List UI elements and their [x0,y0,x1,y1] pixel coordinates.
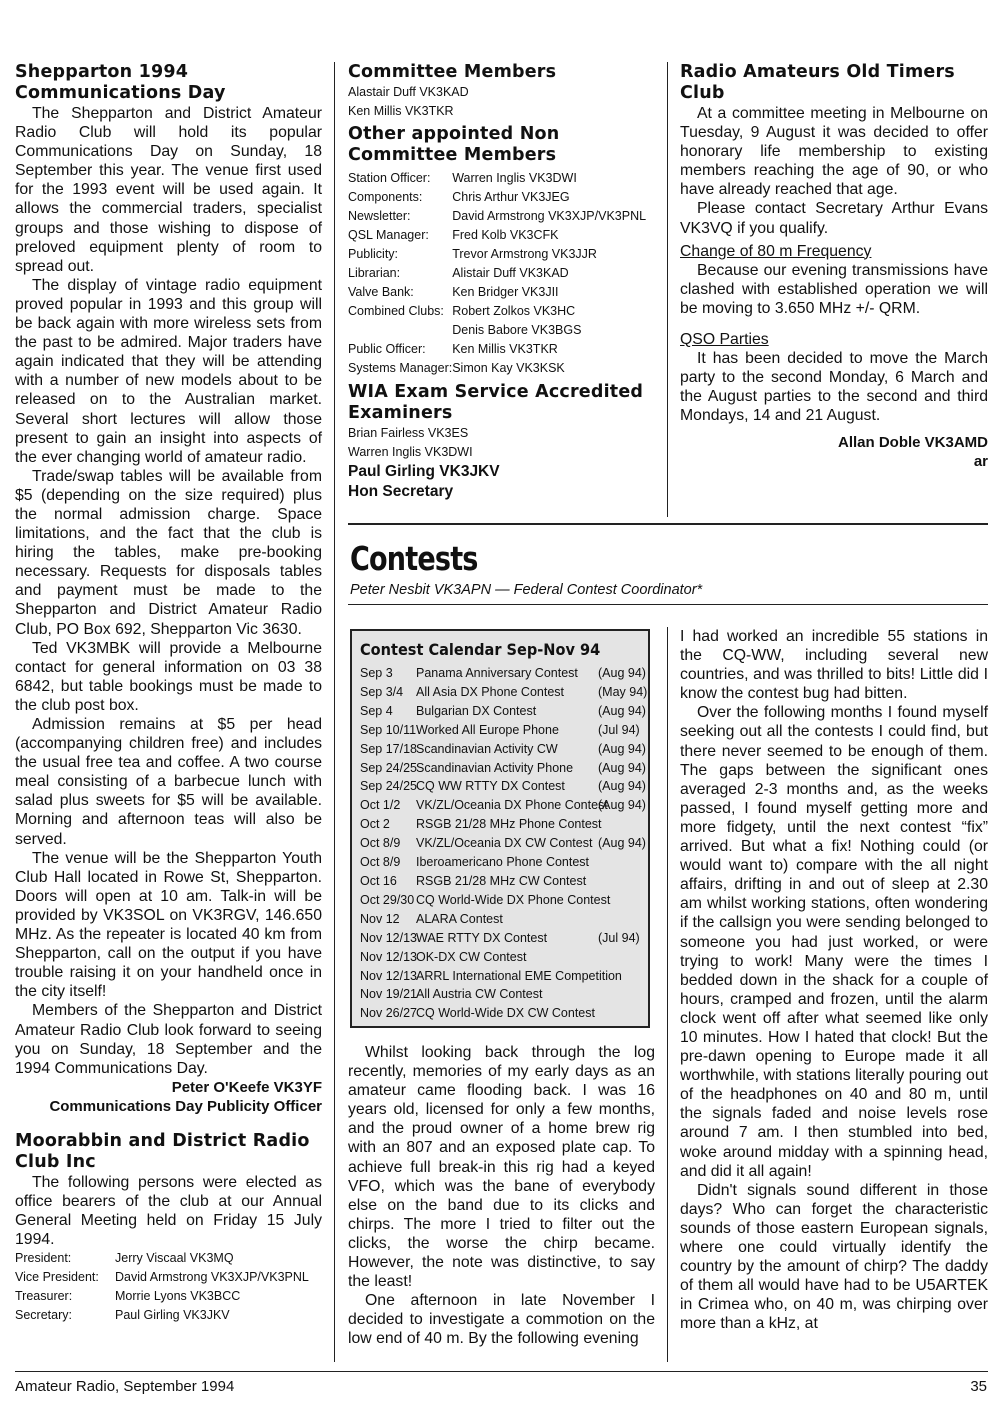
calendar-date: Oct 29/30 [360,892,415,907]
appointed-row: Station Officer: Warren Inglis VK3DWI [348,171,577,185]
contests-byline: Peter Nesbit VK3APN — Federal Contest Coordinator* [350,582,703,598]
calendar-date: Sep 10/11 [360,722,417,737]
column-rule-3 [667,627,668,1362]
appointed-row: Public Officer: Ken Millis VK3TKR [348,342,558,356]
calendar-event: RSGB 21/28 MHz Phone Contest [416,817,602,832]
calendar-row [360,872,648,891]
examiner: Warren Inglis VK3DWI [348,445,473,459]
appointed-row: Components: Chris Arthur VK3JEG [348,190,570,204]
calendar-event: Scandinavian Activity CW [416,741,558,756]
calendar-date: Sep 3 [360,666,393,680]
calendar-ref [598,872,644,891]
calendar-row [360,985,648,1004]
appointed-row: Denis Babore VK3BGS [452,323,582,337]
calendar-row [360,721,648,740]
appointed-row: Systems Manager: Simon Kay VK3KSK [348,361,565,375]
paragraph: The Shepparton and District Amateur Radio Club will hold its popular Communications Day on Sunday, 18 September this year. The venue first used for the 1993 event will be used again. It allows the commercial traders, specialist groups and those wishing to dispose of preloved equipment plenty of room to spread out. [15,105,322,275]
paragraph: At a committee meeting in Melbourne on Tuesday, 9 August it was decided to offer honorary life membership to existing members reaching the age of 90, or who have already reached that age. [680,105,988,199]
wia-examiners-heading: WIA Exam Service Accredited Examiners [348,382,644,423]
committee-signature-title: Hon Secretary [348,482,454,500]
calendar-ref: (Jul 94) [598,722,640,737]
calendar-event: All Asia DX Phone Contest [416,684,564,699]
calendar-row [360,759,648,778]
column-committee [348,62,655,501]
calendar-ref [598,967,644,986]
appointed-row: Newsletter: David Armstrong VK3XJP/VK3PNL [348,209,647,223]
shepparton-signature-title: Communications Day Publicity Officer [49,1097,322,1115]
calendar-row [360,1004,648,1023]
appointed-row: Publicity: Trevor Armstrong VK3JJR [348,247,597,261]
old-timers-signature: Allan Doble VK3AMD [837,434,988,452]
calendar-ref: (Aug 94) [598,798,646,813]
old-timers-heading: Radio Amateurs Old Timers Club [680,62,955,103]
officer-row: Vice President: David Armstrong VK3XJP/VK3PNL [15,1270,309,1285]
calendar-row [360,929,648,948]
calendar-ref: (Aug 94) [598,760,646,775]
calendar-event: ARRL International EME Competition [416,968,622,983]
calendar-ref [598,853,644,872]
paragraph: Please contact Secretary Arthur Evans VK3VQ if you qualify. [680,200,988,237]
shepparton-signature-name: Peter O'Keefe VK3YF [171,1078,322,1096]
calendar-date: Sep 24/25 [360,760,417,775]
calendar-row [360,796,648,815]
calendar-date: Oct 8/9 [360,855,401,870]
calendar-ref [598,948,644,967]
calendar-date: Nov 19/21 [360,987,417,1002]
calendar-event: CQ World-Wide DX Phone Contest [416,892,611,907]
calendar-event: Iberoamericano Phone Contest [416,855,590,870]
calendar-event: CQ WW RTTY DX Contest [416,779,565,794]
paragraph: Over the following months I found myself seeking out all the contests I could find, but there never seemed to be enough of them. The gaps between the significant ones averaged 2-3 months and, as the weeks passed, I found myself getting more and more fidgety, until the next contest “fix” arrived. But what a fix! Nothing could (or would want to) compare with the all night affairs, drifting in and out of sleep at 2.30 am whilst working stations, often wondering if the callsign you were sending belonged to someone you had just worked, or were trying to work! Many were the times I bedded down in the shack for a couple of hours, cramped and frozen, until the alarm clock went off after what seemed like only 10 minutes. How I hated that clock! But the pre-dawn opening to Europe made it all worthwhile, with stations literally pouring out of the headphones on 40 and 80 m, until the signals faded and noise levels rose around 7 am. I then stumbled into bed, woke around midday with a spinning head, and did it all again! [680,704,988,1180]
footer-rule [15,1371,988,1372]
calendar-event: Worked All Europe Phone [416,722,559,737]
moorabbin-heading: Moorabbin and District Radio Club Inc [15,1130,310,1172]
paragraph: Didn't signals sound different in those days? Who can forget the characteristic sounds of those eastern European signals, where one could virtually identify the country by the amount of chirp? The daddy of them all would have had to be U5ARTEK in Crimea who, on 40 m, was chirping over more than a kHz, at [680,1181,988,1333]
paragraph: It has been decided to move the March party to the second Monday, 6 March and the August parties to the second and third Mondays, 14 and 21 August. [680,349,988,425]
column-rule-2 [667,62,668,517]
paragraph: Ted VK3MBK will provide a Melbourne contact for general information on 03 38 6842, but table bookings must be made to the club post box. [15,639,322,714]
appointed-row: Valve Bank: Ken Bridger VK3JII [348,285,559,299]
contests-top-rule [348,523,988,525]
calendar-row [360,853,648,872]
calendar-ref [598,815,644,834]
calendar-row [360,891,648,910]
examiner: Brian Fairless VK3ES [348,426,469,440]
calendar-ref [598,1004,644,1023]
shepparton-heading: Shepparton 1994 Communications Day [15,62,226,103]
calendar-date: Nov 26/27 [360,1006,417,1021]
calendar-event: Bulgarian DX Contest [416,703,537,718]
calendar-event: Panama Anniversary Contest [416,666,578,680]
calendar-ref: (Aug 94) [598,703,646,718]
column-rule-1 [334,62,335,1362]
paragraph: One afternoon in late November I decided to investigate a commotion on the low end of 40 m. By the following evening [348,1292,655,1348]
officer-row: President: Jerry Viscaal VK3MQ [15,1251,234,1266]
paragraph: The venue will be the Shepparton Youth Club Hall located in Rowe St, Shepparton. Doors will open at 10 am. Talk-in will be provided by VK3SOL on VK3RGV, 146.650 MHz. As the repeater is located 40 km from Shepparton, call on the output if you have trouble raising it on your handheld once in the city itself! [15,849,322,1001]
calendar-date: Nov 12/13 [360,968,417,983]
paragraph: Whilst looking back through the log recently, memories of my early days as an amateur came flooding back. I was 16 years old, licensed for only a few months, and the proud owner of a home brew rig with an 807 and an exposed plate cap. To achieve full break-in this rig had a keyed VFO, which was the bane of everybody else on the band due to its clicks and chirps. The more I tried to filter out the clicks, the worse the chirp became. However, the note was distinctive, to say the least! [348,1044,655,1291]
committee-member: Ken Millis VK3TKR [348,104,454,118]
calendar-ref: (May 94) [598,684,648,699]
qso-parties-subheading: QSO Parties [680,330,769,348]
calendar-event: Scandinavian Activity Phone [416,760,574,775]
paragraph: Trade/swap tables will be available from $5 (depending on the size required) plus the normal admission charge. Space limitations, and the fact that the club is hiring the tables, make pre-booking necessary. Requests for disposals tables and payment must be made to the Shepparton and District Amateur Radio Club, PO Box 692, Shepparton Vic 3630. [15,467,322,638]
calendar-ref: (Jul 94) [598,930,640,945]
moorabbin-intro: The following persons were elected as office bearers of the club at our Annual General Meeting held on Friday 15 July 1994. [15,1173,322,1249]
calendar-event: VK/ZL/Oceania DX Phone Contest [416,798,608,813]
calendar-event: RSGB 21/28 MHz CW Contest [416,873,587,888]
calendar-rows [360,664,648,1023]
appointed-members [348,169,646,378]
calendar-date: Nov 12/13 [360,930,417,945]
calendar-event: WAE RTTY DX Contest [416,930,548,945]
calendar-ref: (Aug 94) [598,741,646,756]
calendar-date: Sep 24/25 [360,779,417,794]
calendar-ref [598,910,644,929]
contests-column-3 [680,627,988,1333]
appointed-row: Librarian: Alistair Duff VK3KAD [348,266,569,280]
calendar-event: OK-DX CW Contest [416,949,527,964]
calendar-row [360,815,648,834]
other-appointed-heading: Other appointed Non Committee Members [348,124,560,165]
paragraph: Because our evening transmissions have clashed with established operation we will be moving to 3.650 MHz +/- QRM. [680,261,988,317]
calendar-row [360,740,648,759]
paragraph: Members of the Shepparton and District Amateur Radio Club look forward to seeing you on Sunday, 18 September and the 1994 Communications Day. [15,1002,322,1077]
calendar-date: Sep 17/18 [360,741,417,756]
calendar-row [360,834,648,853]
calendar-row [360,948,648,967]
column-old-timers [680,62,988,471]
column-shepparton [15,62,322,1325]
moorabbin-officers [15,1249,309,1325]
officer-row: Treasurer: Morrie Lyons VK3BCC [15,1289,241,1304]
contests-title: Contests [350,539,478,578]
calendar-row [360,683,648,702]
appointed-row: Combined Clubs: Robert Zolkos VK3HC [348,304,576,318]
calendar-date: Sep 3/4 [360,684,404,699]
paragraph: Admission remains at $5 per head (accompanying children free) and includes the usual free tea and coffee. A two course meal consisting of a barbecue lunch with salad plus sweets for $5 will be available. Morning and afternoon teas will also be served. [15,716,322,848]
end-mark: ar [973,453,988,471]
calendar-ref: (Aug 94) [598,836,646,851]
calendar-event: All Austria CW Contest [416,987,543,1002]
calendar-event: CQ World-Wide DX CW Contest [416,1006,595,1021]
calendar-date: Nov 12 [360,911,400,926]
calendar-row [360,702,648,721]
calendar-title: Contest Calendar Sep-Nov 94 [360,640,601,659]
frequency-subheading: Change of 80 m Frequency [680,242,872,260]
committee-member: Alastair Duff VK3KAD [348,85,469,99]
contest-calendar [350,629,650,1028]
calendar-date: Oct 8/9 [360,836,401,851]
calendar-row [360,910,648,929]
calendar-ref: (Aug 94) [598,666,646,680]
calendar-event: ALARA Contest [416,911,503,926]
calendar-date: Nov 12/13 [360,949,417,964]
officer-row: Secretary: Paul Girling VK3JKV [15,1308,230,1323]
calendar-date: Oct 1/2 [360,798,401,813]
committee-signature-name: Paul Girling VK3JKV [348,463,500,480]
calendar-ref: (Aug 94) [598,779,646,794]
calendar-row [360,777,648,796]
paragraph: I had worked an incredible 55 stations in the CQ-WW, including several new countries, and was thrilled to bits! Little did I know the contest bug had bitten. [680,628,988,703]
calendar-event: VK/ZL/Oceania DX CW Contest [416,836,593,851]
calendar-date: Sep 4 [360,703,393,718]
calendar-ref [598,891,644,910]
contests-byline-rule [348,604,988,605]
calendar-date: Oct 16 [360,873,397,888]
contests-column-2 [348,1043,655,1349]
calendar-ref [598,985,644,1004]
calendar-row [360,967,648,986]
page-number: 35 [970,1378,987,1395]
footer-publication: Amateur Radio, September 1994 [15,1378,235,1395]
calendar-date: Oct 2 [360,817,390,832]
paragraph: The display of vintage radio equipment proved popular in 1993 and this group will be back again with more wireless sets from the past to be admired. Major traders have again indicated that they will be attending with a number of new models about to be released on to the Australian market. Several short lectures will allow those present to gain an insight into aspects of the ever changing world of amateur radio. [15,276,322,466]
shepparton-body [15,104,322,1078]
appointed-row: QSL Manager: Fred Kolb VK3CFK [348,228,559,242]
committee-heading: Committee Members [348,62,557,82]
calendar-row [360,664,648,683]
